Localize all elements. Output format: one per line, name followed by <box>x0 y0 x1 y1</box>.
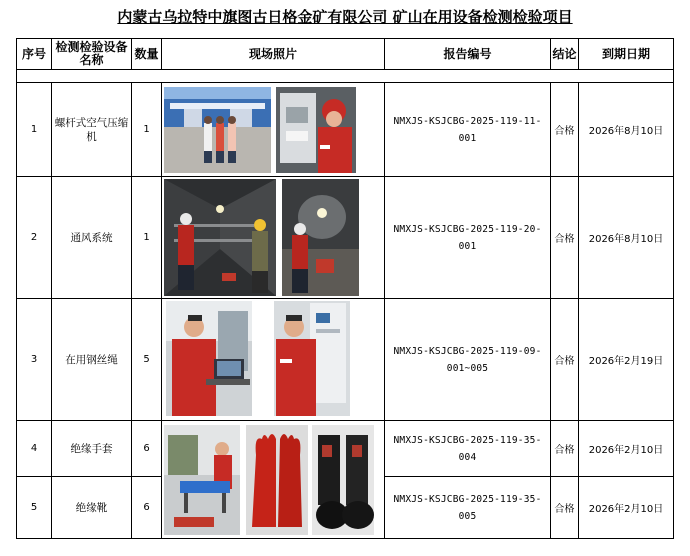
row-due: 2026年2月19日 <box>579 299 674 421</box>
header-row <box>17 39 674 70</box>
header-due: 到期日期 <box>579 39 674 70</box>
row-conclusion: 合格 <box>551 177 579 299</box>
table-row <box>17 177 674 299</box>
photo-inspector-laptop <box>166 301 252 416</box>
row-due: 2026年8月10日 <box>579 83 674 177</box>
photo-red-gloves <box>246 425 308 535</box>
document-title: 内蒙古乌拉特中旗图古日格金矿有限公司 矿山在用设备检测检验项目 <box>117 8 573 26</box>
row-due: 2026年8月10日 <box>579 177 674 299</box>
photo-group-outside-gate <box>164 87 271 173</box>
row-name: 绝缘手套 <box>52 421 132 477</box>
photo-inspector-compressor <box>276 87 356 173</box>
table-row <box>17 421 674 477</box>
table-row <box>17 83 674 177</box>
photo-tunnel-instrument <box>282 179 359 296</box>
row-index: 1 <box>17 83 52 177</box>
row-photos <box>162 83 385 177</box>
header-photos: 现场照片 <box>162 39 385 70</box>
row-report: NMXJS-KSJCBG-2025-119-09-001~005 <box>385 299 551 421</box>
row-report: NMXJS-KSJCBG-2025-119-35-004 <box>385 421 551 477</box>
row-name: 螺杆式空气压缩机 <box>52 83 132 177</box>
row-conclusion: 合格 <box>551 299 579 421</box>
row-quantity: 5 <box>132 299 162 421</box>
photo-insulation-test-bench <box>164 425 240 535</box>
row-quantity: 6 <box>132 477 162 539</box>
header-report: 报告编号 <box>385 39 551 70</box>
row-report: NMXJS-KSJCBG-2025-119-35-005 <box>385 477 551 539</box>
photo-inspector-panel <box>274 301 350 416</box>
photo-tunnel-ventilation-measurement <box>164 179 276 296</box>
row-conclusion: 合格 <box>551 421 579 477</box>
row-quantity: 1 <box>132 177 162 299</box>
row-name: 通风系统 <box>52 177 132 299</box>
row-due: 2026年2月10日 <box>579 477 674 539</box>
spacer-row <box>17 70 674 83</box>
row-conclusion: 合格 <box>551 477 579 539</box>
header-index: 序号 <box>17 39 52 70</box>
row-index: 5 <box>17 477 52 539</box>
row-photos <box>162 299 385 421</box>
row-quantity: 6 <box>132 421 162 477</box>
row-photos <box>162 177 385 299</box>
row-name: 绝缘靴 <box>52 477 132 539</box>
table-row <box>17 299 674 421</box>
row-conclusion: 合格 <box>551 83 579 177</box>
photo-black-boots <box>312 425 374 535</box>
inspection-table <box>16 38 674 539</box>
row-index: 4 <box>17 421 52 477</box>
header-quantity: 数量 <box>132 39 162 70</box>
row-report: NMXJS-KSJCBG-2025-119-11-001 <box>385 83 551 177</box>
row-name: 在用钢丝绳 <box>52 299 132 421</box>
row-quantity: 1 <box>132 83 162 177</box>
spacer-cell <box>17 70 674 83</box>
header-conclusion: 结论 <box>551 39 579 70</box>
row-due: 2026年2月10日 <box>579 421 674 477</box>
row-report: NMXJS-KSJCBG-2025-119-20-001 <box>385 177 551 299</box>
row-photos <box>162 421 385 539</box>
row-index: 3 <box>17 299 52 421</box>
row-index: 2 <box>17 177 52 299</box>
header-name: 检测检验设备名称 <box>52 39 132 70</box>
